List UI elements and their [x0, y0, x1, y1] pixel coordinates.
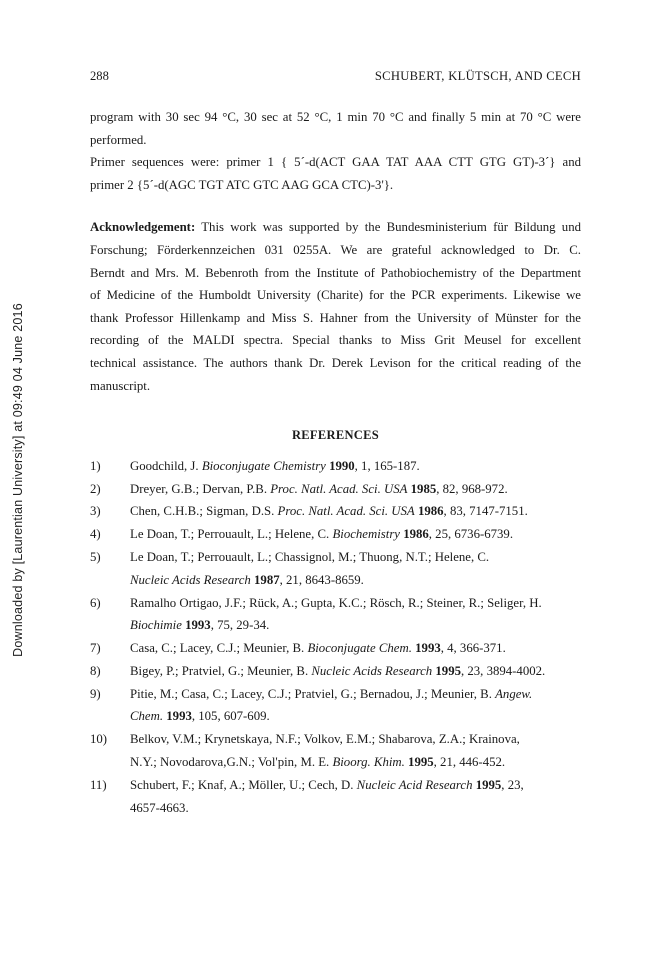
- running-head: SCHUBERT, KLÜTSCH, AND CECH: [374, 69, 581, 83]
- reference-text: [130, 546, 581, 592]
- reference-line: [130, 478, 581, 501]
- reference-journal: Angew.: [495, 686, 533, 701]
- reference-line: [130, 500, 581, 523]
- reference-line: [130, 774, 581, 797]
- acknowledgement-line: of Medicine of the Humboldt University (Charite) for the PCR experiments. Likewise we: [90, 288, 581, 303]
- reference-year: 1990: [329, 458, 355, 473]
- reference-number: 5): [90, 549, 101, 564]
- page-number: 288: [90, 69, 109, 83]
- reference-text: [130, 660, 581, 683]
- acknowledgement-line: manuscript.: [90, 378, 151, 393]
- methods-line: primer 2 {5´-d(AGC TGT ATC GTC AAG GCA CTC)-3'}.: [90, 177, 394, 192]
- reference-segment: Goodchild, J.: [130, 458, 202, 473]
- reference-year: 1986: [403, 527, 429, 542]
- reference-line: [130, 569, 581, 592]
- reference-segment: Ramalho Ortigao, J.F.; Rück, A.; Gupta, K.C.; Rösch, R.; Steiner, R.; Seliger, H.: [130, 595, 542, 610]
- reference-journal: Nucleic Acid Research: [356, 777, 473, 792]
- reference-segment: Dreyer, G.B.; Dervan, P.B.: [130, 481, 271, 496]
- reference-segment: Le Doan, T.; Perrouault, L.; Helene, C.: [130, 527, 333, 542]
- reference-line: [130, 523, 581, 546]
- reference-journal: Nucleic Acids Research: [311, 663, 433, 678]
- reference-year: 1985: [410, 481, 437, 496]
- reference-journal: Nucleic Acids Research: [130, 572, 251, 587]
- reference-segment: , 75, 29-34.: [210, 618, 270, 633]
- reference-segment: , 105, 607-609.: [191, 709, 270, 724]
- acknowledgement-line: technical assistance. The authors thank Dr. Derek Levison for the critical reading of the: [90, 355, 581, 370]
- reference-journal: Biochimie: [130, 618, 182, 633]
- reference-item: [90, 455, 581, 478]
- reference-line: [130, 683, 581, 706]
- reference-line: [130, 546, 581, 569]
- reference-year: 1986: [417, 504, 444, 519]
- reference-item: [90, 592, 581, 638]
- reference-line: [130, 614, 581, 637]
- reference-item: [90, 637, 581, 660]
- reference-text: [130, 728, 581, 774]
- reference-year: 1987: [254, 572, 280, 587]
- reference-segment: , 23,: [501, 777, 524, 792]
- acknowledgement-line: Berndt and Mrs. M. Bebenroth from the Institute of Pathobiochemistry of the Department: [90, 265, 581, 280]
- reference-number: 3): [90, 504, 101, 519]
- reference-number: 9): [90, 686, 101, 701]
- reference-segment: , 1, 165-187.: [354, 458, 420, 473]
- reference-segment: , 21, 446-452.: [433, 755, 506, 770]
- reference-journal: Bioorg. Khim.: [332, 755, 405, 770]
- reference-journal: Chem.: [130, 709, 164, 724]
- reference-line: [130, 637, 581, 660]
- reference-segment: Belkov, V.M.; Krynetskaya, N.F.; Volkov, E.M.; Shabarova, Z.A.; Krainova,: [130, 732, 520, 747]
- acknowledgement-line: [90, 216, 581, 239]
- reference-text: [130, 774, 581, 820]
- reference-segment: Chen, C.H.B.; Sigman, D.S.: [130, 504, 278, 519]
- methods-line: Primer sequences were: primer 1 { 5´-d(ACT GAA TAT AAA CTT GTG GT)-3´} and: [90, 155, 581, 170]
- reference-line: [130, 455, 581, 478]
- reference-segment: Pitie, M.; Casa, C.; Lacey, C.J.; Pratviel, G.; Bernadou, J.; Meunier, B.: [130, 686, 496, 701]
- reference-text: [130, 523, 581, 546]
- methods-line: program with 30 sec 94 °C, 30 sec at 52 °C, 1 min 70 °C and finally 5 min at 70 °C were: [90, 110, 581, 124]
- reference-line: [130, 751, 581, 774]
- reference-segment: , 25, 6736-6739.: [428, 527, 514, 542]
- reference-item: [90, 546, 581, 592]
- reference-number: 4): [90, 527, 101, 542]
- acknowledgement-line: recording of the MALDI spectra. Special thanks to Miss Grit Meusel for excellent: [90, 333, 581, 348]
- reference-number: 7): [90, 641, 101, 656]
- download-watermark: Downloaded by [Laurentian University] at 09:49 04 June 2016: [11, 303, 25, 657]
- reference-text: [130, 592, 581, 638]
- reference-line: [130, 592, 581, 615]
- reference-item: [90, 523, 581, 546]
- reference-journal: Proc. Natl. Acad. Sci. USA: [277, 504, 415, 519]
- reference-segment: Schubert, F.; Knaf, A.; Möller, U.; Cech, D.: [130, 777, 357, 792]
- reference-year: 1993: [415, 641, 441, 656]
- reference-text: [130, 637, 581, 660]
- reference-text: [130, 478, 581, 501]
- reference-number: 2): [90, 481, 101, 496]
- reference-segment: Bigey, P.; Pratviel, G.; Meunier, B.: [130, 663, 312, 678]
- reference-text: [130, 500, 581, 523]
- reference-year: 1993: [166, 709, 192, 724]
- references-heading: REFERENCES: [291, 428, 380, 443]
- reference-item: [90, 728, 581, 774]
- methods-paragraph: [90, 106, 581, 196]
- reference-journal: Proc. Natl. Acad. Sci. USA: [270, 481, 408, 496]
- reference-item: [90, 683, 581, 729]
- reference-year: 1995: [435, 663, 461, 678]
- page-header: [90, 69, 581, 87]
- reference-year: 1995: [475, 777, 502, 792]
- acknowledgement-line: thank Professor Hillenkamp and Miss S. Hahner from the University of Münster for the: [90, 310, 581, 325]
- reference-segment: , 83, 7147-7151.: [443, 504, 528, 519]
- reference-segment: Le Doan, T.; Perrouault, L.; Chassignol, M.; Thuong, N.T.; Helene, C.: [130, 549, 490, 564]
- acknowledgement-label: Acknowledgement:: [90, 220, 196, 235]
- reference-segment: , 21, 8643-8659.: [279, 572, 364, 587]
- reference-year: 1993: [185, 618, 211, 633]
- reference-line: [130, 705, 581, 728]
- reference-line: [130, 728, 581, 751]
- reference-segment: , 23, 3894-4002.: [460, 663, 546, 678]
- acknowledgement-paragraph: [90, 216, 581, 397]
- reference-line: [130, 660, 581, 683]
- reference-number: 6): [90, 595, 101, 610]
- reference-item: [90, 500, 581, 523]
- reference-journal: Biochemistry: [332, 527, 400, 542]
- reference-journal: Bioconjugate Chem.: [307, 641, 412, 656]
- reference-number: 11): [90, 777, 107, 792]
- acknowledgement-text: This work was supported by the Bundesministerium für Bildung und: [195, 220, 581, 235]
- reference-number: 10): [90, 732, 108, 747]
- reference-list: [90, 455, 581, 820]
- reference-segment: , 4, 366-371.: [440, 641, 506, 656]
- reference-item: [90, 660, 581, 683]
- reference-item: [90, 478, 581, 501]
- reference-item: [90, 774, 581, 820]
- reference-text: [130, 683, 581, 729]
- reference-journal: Bioconjugate Chemistry: [201, 458, 326, 473]
- methods-line: performed.: [90, 132, 147, 147]
- reference-text: [130, 455, 581, 478]
- reference-segment: N.Y.; Novodarova,G.N.; Vol'pin, M. E.: [130, 755, 333, 770]
- reference-segment: 4657-4663.: [130, 800, 189, 815]
- reference-segment: Casa, C.; Lacey, C.J.; Meunier, B.: [130, 641, 308, 656]
- acknowledgement-line: Forschung; Förderkennzeichen 031 0255A. We are grateful acknowledged to Dr. C.: [90, 242, 581, 257]
- reference-segment: , 82, 968-972.: [436, 481, 508, 496]
- reference-number: 1): [90, 458, 101, 473]
- reference-line: [130, 797, 581, 820]
- reference-year: 1995: [408, 755, 434, 770]
- page-body: [90, 106, 581, 819]
- reference-number: 8): [90, 663, 101, 678]
